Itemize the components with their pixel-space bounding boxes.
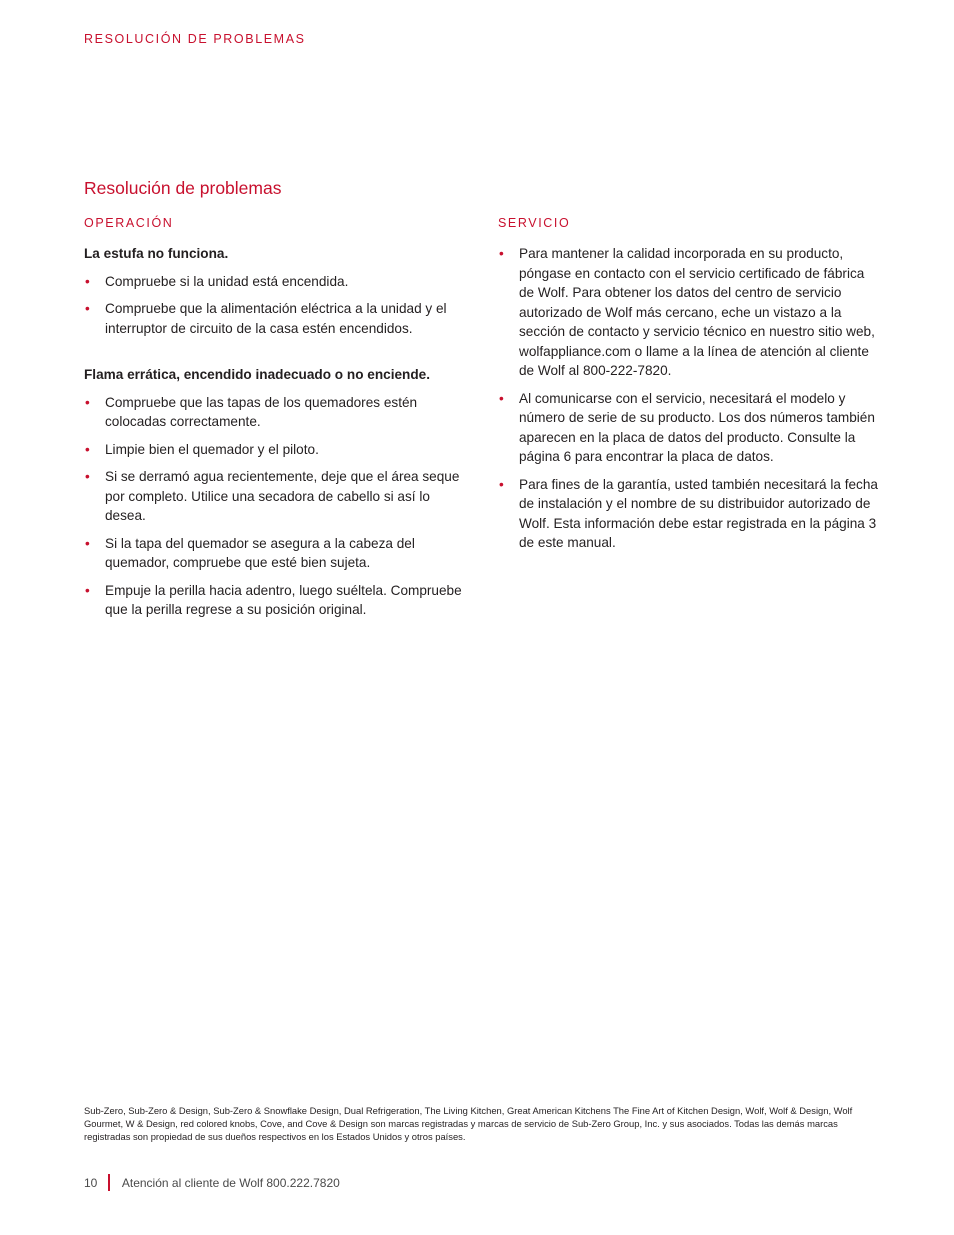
list-item — [498, 244, 878, 381]
operacion-column — [84, 216, 464, 628]
list-item — [84, 467, 464, 526]
list-item-text: Compruebe que las tapas de los quemadores estén colocadas correctamente. — [105, 394, 418, 429]
bullet-list — [84, 393, 464, 620]
page-header-label: RESOLUCIÓN DE PROBLEMAS — [84, 32, 306, 46]
list-item-text: Compruebe que la alimentación eléctrica a la unidad y el interruptor de circuito de la casa estén encendidos. — [105, 301, 447, 336]
bullet-dot-icon: • — [85, 394, 90, 410]
list-item-text: Si se derramó agua recientemente, deje que el área seque por completo. Utilice una secadora de cabello si así lo desea. — [105, 469, 460, 523]
bullet-dot-icon: • — [85, 582, 90, 598]
group-title: La estufa no funciona. — [84, 246, 229, 261]
bullet-list — [498, 244, 878, 553]
servicio-column — [498, 216, 878, 561]
list-item-text: Para fines de la garantía, usted también necesitará la fecha de instalación y el nombre de su distribuidor autorizado de Wolf. Esta información debe estar registrada en la página 3 de este manual. — [519, 476, 878, 550]
list-item-text: Si la tapa del quemador se asegura a la cabeza del quemador, compruebe que esté bien sujeta. — [105, 535, 415, 570]
list-item-text: Compruebe si la unidad está encendida. — [105, 273, 349, 289]
list-item — [498, 475, 878, 553]
operacion-group — [84, 244, 464, 338]
servicio-heading: SERVICIO — [498, 216, 571, 230]
list-item — [84, 534, 464, 573]
page-number: 10 — [84, 1175, 98, 1190]
operacion-heading: OPERACIÓN — [84, 216, 174, 230]
operacion-group — [84, 365, 464, 620]
bullet-dot-icon: • — [499, 476, 504, 492]
list-item — [498, 389, 878, 467]
list-item — [84, 272, 464, 292]
list-item — [84, 581, 464, 620]
bullet-dot-icon: • — [85, 469, 90, 484]
spacer — [84, 346, 464, 365]
footer-divider — [108, 1174, 110, 1191]
section-title: Resolución de problemas — [84, 178, 282, 198]
trademark-notice: Sub-Zero, Sub-Zero & Design, Sub-Zero & Snowflake Design, Dual Refrigeration, The Living Kitchen, Great American Kitchens The Fine Art of Kitchen Design, Wolf, Wolf & Design, Wolf Gourmet, W & Design, red colored knobs, Cove, and Cove & Design son marcas registradas y marcas de servicio de Sub-Zero Group, Inc. y sus asociados. Todas las demás marcas registradas son propiedad de sus dueños respectivos en los Estados Unidos y otros países. — [84, 1105, 853, 1143]
bullet-list — [84, 272, 464, 339]
footer-contact: Atención al cliente de Wolf 800.222.7820 — [121, 1175, 340, 1190]
page-footer — [84, 1174, 340, 1191]
bullet-dot-icon: • — [85, 301, 90, 316]
list-item-text: Empuje la perilla hacia adentro, luego suéltela. Compruebe que la perilla regrese a su posición original. — [105, 582, 462, 617]
bullet-dot-icon: • — [85, 441, 90, 457]
list-item-text: Para mantener la calidad incorporada en su producto, póngase en contacto con el servicio certificado de fábrica de Wolf. Para obtener los datos del centro de servicio autorizado de Wolf más cercano, eche un vistazo a la sección de contacto y servicio técnico en nuestro sitio web, wolfappliance.com o llame a la línea de atención al cliente de Wolf al 800-222-7820. — [519, 246, 875, 378]
list-item-text: Al comunicarse con el servicio, necesitará el modelo y número de serie de su producto. Los dos números también aparecen en la placa de datos del producto. Consulte la página 6 para encontrar la placa de datos. — [519, 390, 875, 464]
bullet-dot-icon: • — [85, 273, 90, 289]
list-item — [84, 299, 464, 338]
list-item-text: Limpie bien el quemador y el piloto. — [105, 441, 319, 457]
bullet-dot-icon: • — [85, 535, 90, 551]
bullet-dot-icon: • — [499, 390, 504, 406]
list-item — [84, 393, 464, 432]
list-item — [84, 440, 464, 460]
bullet-dot-icon: • — [499, 246, 504, 261]
group-title: Flama errática, encendido inadecuado o no enciende. — [84, 367, 430, 382]
